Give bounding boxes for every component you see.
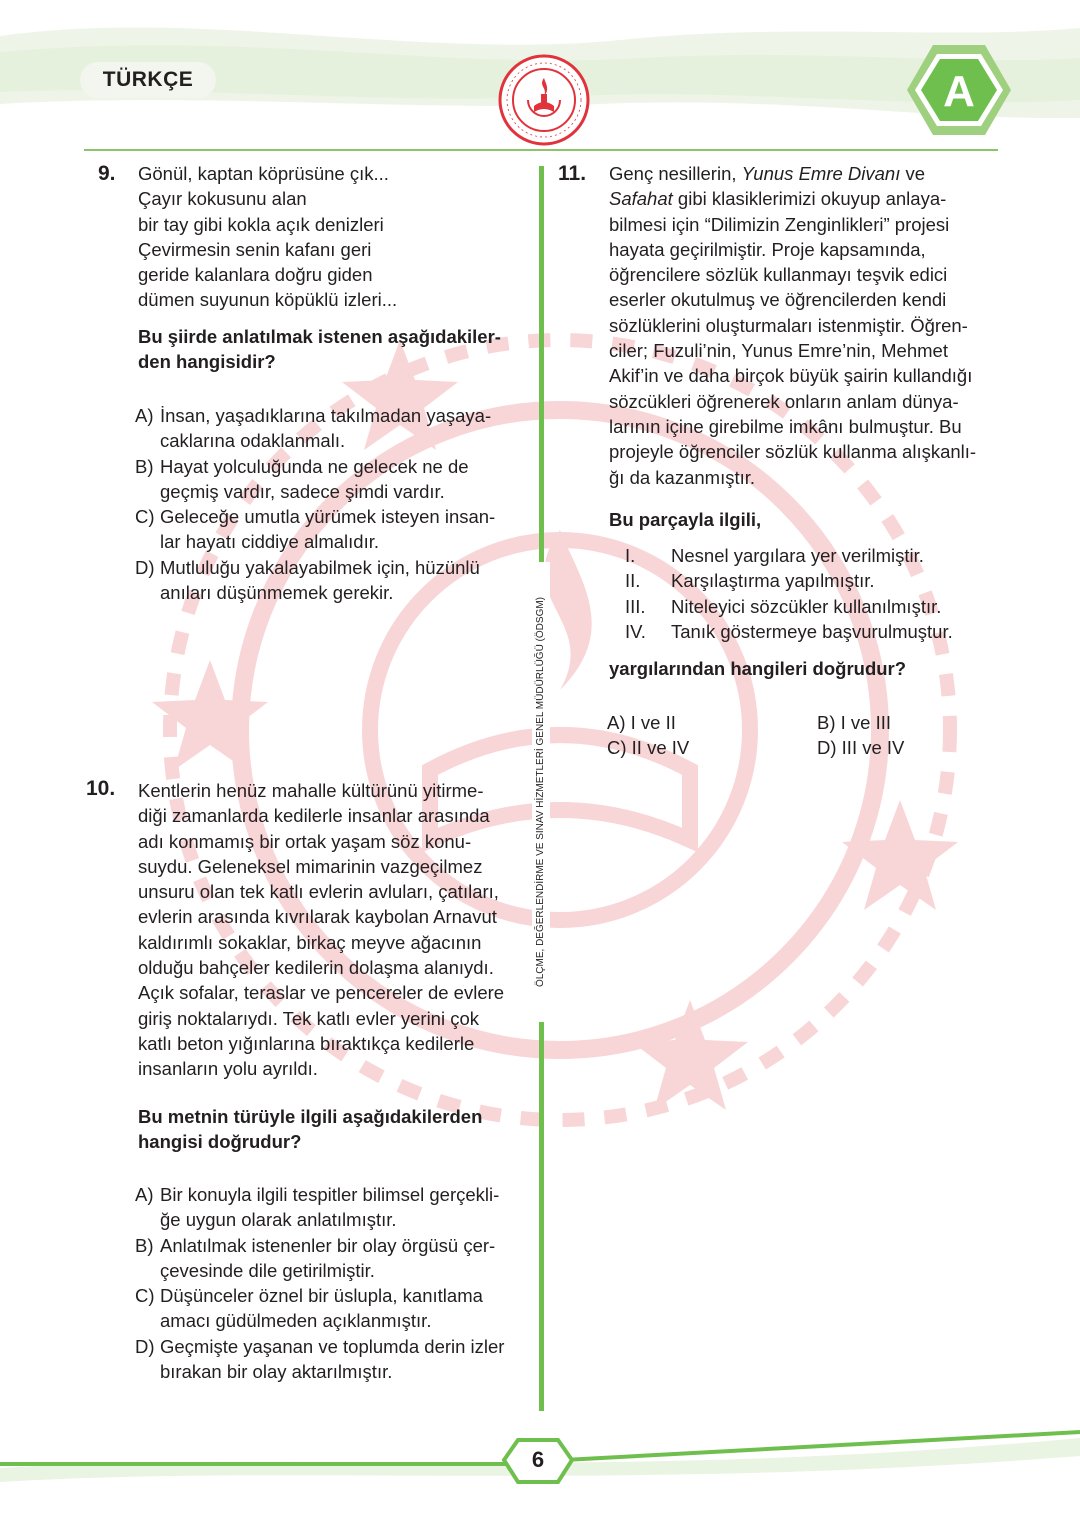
- option-c[interactable]: [135, 1283, 535, 1334]
- option-label: A): [135, 1184, 154, 1205]
- statement-text: Tanık göstermeye başvurulmuştur.: [671, 621, 953, 643]
- question-9-number: 9.: [98, 162, 116, 185]
- option-line: bırakan bir olay aktarılmıştır.: [160, 1361, 393, 1383]
- passage-line: katlı beton yığınlarına bıraktıkça kedilerle: [138, 1032, 475, 1054]
- passage-line: sözlüklerini oluşturmaları istenmiştir. Öğren-: [609, 314, 968, 336]
- option-label: C): [135, 1285, 155, 1307]
- passage-line: Akif’in ve daha birçok büyük şairin kullandığı: [609, 365, 973, 387]
- option-b[interactable]: B) I ve III: [817, 712, 892, 733]
- option-line: anıları düşünmemek gerekir.: [160, 582, 394, 604]
- statement-text: Karşılaştırma yapılmıştır.: [671, 570, 875, 592]
- option-label: C): [135, 506, 155, 528]
- option-a[interactable]: [135, 1182, 535, 1233]
- passage-line: olduğu bahçeler kedilerin dolaşma alanıydı.: [138, 957, 494, 979]
- ministry-seal-logo: [498, 54, 590, 146]
- statement-2: [625, 568, 1004, 593]
- question-10: [138, 778, 533, 1154]
- option-line: lar hayatı ciddiye almalıdır.: [160, 531, 380, 553]
- question-11-lead: Bu parçayla ilgili,: [609, 508, 762, 530]
- statement-1: [625, 543, 1004, 568]
- passage-line: ciler; Fuzuli’nin, Yunus Emre’nin, Mehmet: [609, 340, 948, 362]
- passage-text: gibi klasiklerimizi okuyup anlaya-: [672, 188, 947, 210]
- poem-line: Çayır kokusunu alan: [138, 188, 307, 210]
- option-line: geçmiş vardır, sadece şimdi vardır.: [160, 480, 445, 502]
- option-d[interactable]: [135, 555, 535, 606]
- roman-numeral: III.: [625, 595, 646, 617]
- passage-line: Kentlerin henüz mahalle kültürünü yitirme-: [138, 780, 484, 801]
- question-9-passage: [138, 161, 533, 313]
- statement-text: Nesnel yargılara yer verilmiştir.: [671, 545, 924, 567]
- passage-line: hayata geçirilmiştir. Proje kapsamında,: [609, 238, 926, 260]
- passage-line: [609, 186, 1004, 211]
- poem-line: bir tay gibi kokla açık denizleri: [138, 213, 384, 235]
- option-b[interactable]: [135, 1233, 535, 1284]
- passage-line: insanların yolu ayrıldı.: [138, 1058, 318, 1080]
- option-line: Geçmişte yaşanan ve toplumda derin izler: [160, 1335, 505, 1357]
- option-label: B): [135, 1234, 154, 1256]
- poem-line: Gönül, kaptan köprüsüne çık...: [138, 163, 389, 184]
- question-10-options: [135, 1182, 535, 1384]
- passage-line: projeyle öğrenciler sözlük kullanma alışkanlı-: [609, 441, 977, 463]
- roman-numeral: II.: [625, 570, 641, 592]
- stem-line: Bu metnin türüyle ilgili aşağıdakilerden: [138, 1105, 483, 1127]
- passage-line: suydu. Geleneksel mimarinin vazgeçilmez: [138, 855, 483, 877]
- passage-line: diği zamanlarda kedilerle insanlar arasında: [138, 805, 490, 827]
- roman-numeral: I.: [625, 545, 636, 567]
- stem-line: Bu şiirde anlatılmak istenen aşağıdakiler-: [138, 325, 501, 347]
- option-label: D): [135, 1335, 155, 1357]
- option-label: B): [135, 455, 154, 477]
- passage-text: ve: [900, 163, 926, 184]
- option-line: Düşünceler öznel bir üslupla, kanıtlama: [160, 1285, 483, 1307]
- roman-numeral: IV.: [625, 621, 646, 643]
- option-line: çevesinde dile getirilmiştir.: [160, 1259, 375, 1281]
- option-a[interactable]: A) I ve II: [607, 712, 676, 733]
- passage-line: [609, 161, 1004, 186]
- question-11-stem: yargılarından hangileri doğrudur?: [609, 658, 907, 680]
- poem-line: geride kalanlara doğru giden: [138, 264, 373, 286]
- option-label: A): [135, 405, 154, 426]
- stem-line: hangisi doğrudur?: [138, 1130, 302, 1152]
- question-9-options: [135, 403, 535, 605]
- option-line: Bir konuyla ilgili tespitler bilimsel gerçekli-: [160, 1184, 500, 1205]
- option-c[interactable]: [135, 504, 535, 555]
- statement-text: Niteleyici sözcükler kullanılmıştır.: [671, 595, 942, 617]
- subject-label: TÜRKÇE: [80, 62, 216, 98]
- option-line: Hayat yolculuğunda ne gelecek ne de: [160, 455, 469, 477]
- stem-line: den hangisidir?: [138, 351, 276, 373]
- poem-line: Çevirmesin senin kafanı geri: [138, 238, 372, 260]
- passage-text: Genç nesillerin,: [609, 163, 742, 184]
- passage-line: giriş noktalarıydı. Tek katlı evler yerini çok: [138, 1007, 480, 1029]
- option-line: caklarına odaklanmalı.: [160, 430, 346, 452]
- passage-line: eserler okutulmuş ve öğrencilerden kendi: [609, 289, 947, 311]
- question-10-stem: [138, 1104, 533, 1155]
- question-9: [138, 161, 533, 374]
- passage-line: öğrencilere sözlük kullanmayı teşvik edici: [609, 264, 948, 286]
- option-b[interactable]: [135, 454, 535, 505]
- passage-line: kaldırımlı sokaklar, birkaç meyve ağacının: [138, 931, 482, 953]
- question-11-passage: [609, 161, 1004, 490]
- option-d[interactable]: D) III ve IV: [817, 737, 905, 758]
- question-11-number: 11.: [558, 162, 587, 185]
- passage-line: sözcükleri öğrenerek onların anlam dünya-: [609, 390, 959, 412]
- option-c[interactable]: C) II ve IV: [607, 737, 690, 758]
- statement-3: [625, 594, 1004, 619]
- option-line: İnsan, yaşadıklarına takılmadan yaşaya-: [160, 405, 492, 426]
- question-9-stem: [138, 324, 533, 375]
- page-number: 6: [531, 1447, 545, 1472]
- option-line: Mutluluğu yakalayabilmek için, hüzünlü: [160, 556, 480, 578]
- option-label: D): [135, 556, 155, 578]
- book-title-safahat: Safahat: [609, 188, 673, 210]
- option-line: Geleceğe umutla yürümek isteyen insan-: [160, 506, 496, 528]
- question-10-number: 10.: [86, 777, 116, 800]
- passage-line: bilmesi için “Dilimizin Zenginlikleri” projesi: [609, 213, 950, 235]
- passage-line: unsuru olan tek katlı evlerin avluları, çatıları,: [138, 881, 499, 903]
- question-11: [609, 161, 1004, 682]
- passage-line: adı konmamış bir ortak yaşam söz konu-: [138, 830, 472, 852]
- booklet-letter: A: [943, 67, 975, 116]
- passage-line: larının içine girebilme imkânı bulmuştur. Bu: [609, 415, 962, 437]
- booklet-type-badge: [905, 42, 1013, 138]
- option-line: amacı güdülmeden açıklanmıştır.: [160, 1310, 432, 1332]
- option-d[interactable]: [135, 1334, 535, 1385]
- header-rule: [84, 149, 998, 151]
- option-a[interactable]: [135, 403, 535, 454]
- passage-line: ğı da kazanmıştır.: [609, 466, 756, 488]
- passage-line: Açık sofalar, teraslar ve pencereler de evlere: [138, 982, 505, 1004]
- poem-line: dümen suyunun köpüklü izleri...: [138, 289, 398, 311]
- option-line: Anlatılmak istenenler bir olay örgüsü çer-: [160, 1234, 496, 1256]
- passage-line: evlerin arasında kıvrılarak kaybolan Arnavut: [138, 906, 497, 928]
- side-caption-text: ÖLÇME, DEĞERLENDİRME VE SINAV HİZMETLERİ GENEL MÜDÜRLÜĞÜ (ÖDSGM): [532, 562, 550, 1022]
- statement-list: [609, 543, 1004, 644]
- question-10-passage: [138, 778, 533, 1082]
- option-line: ğe uygun olarak anlatılmıştır.: [160, 1209, 397, 1231]
- statement-4: [625, 619, 1004, 644]
- book-title-divan: Yunus Emre Divanı: [741, 163, 901, 184]
